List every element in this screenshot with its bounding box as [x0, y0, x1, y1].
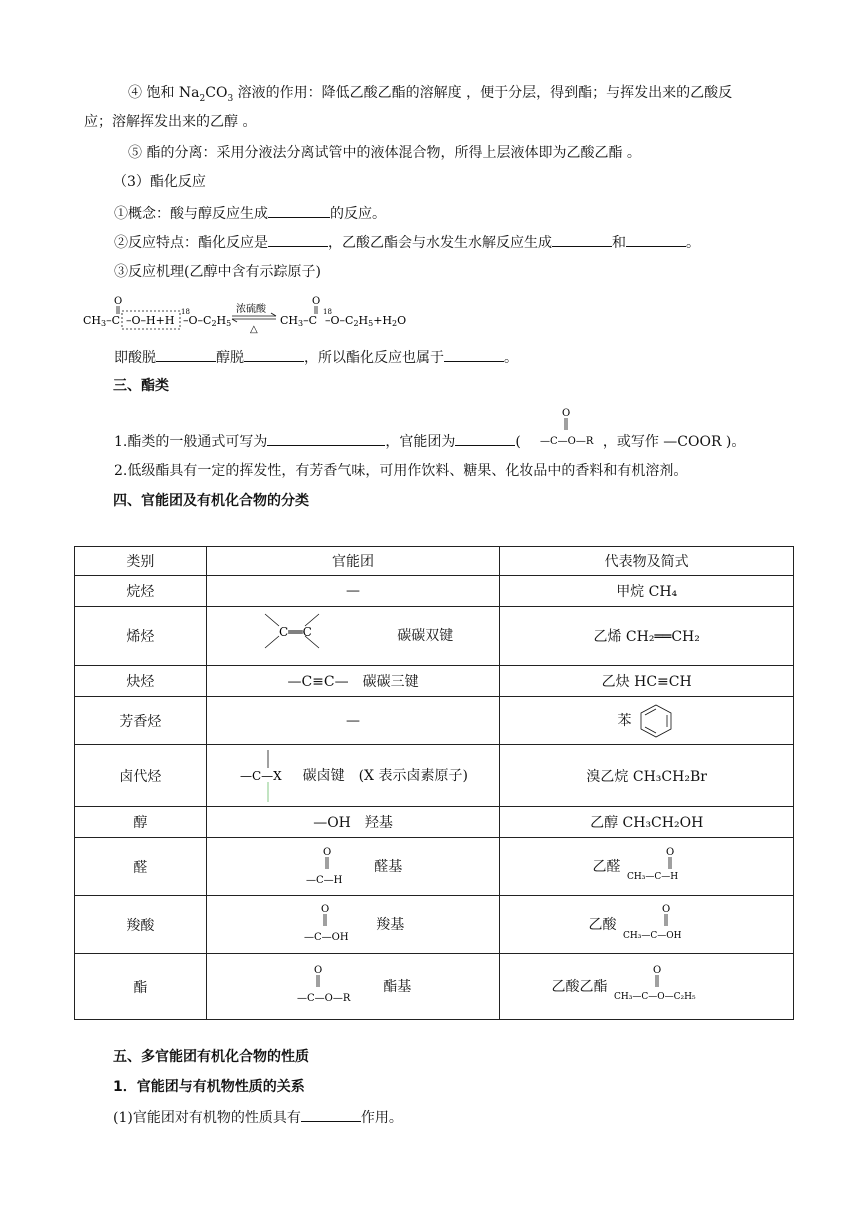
- benzene-ring-icon: [636, 702, 676, 740]
- svg-text:CH₃—C—OH: CH₃—C—OH: [622, 930, 682, 941]
- carbon-halogen-structure: [238, 748, 298, 804]
- table-row: [75, 697, 794, 745]
- svg-text:O: O: [322, 846, 332, 858]
- table-row: [75, 576, 794, 607]
- svg-text:O: O: [312, 296, 321, 307]
- svg-text:O: O: [665, 846, 675, 858]
- row-representative: 乙酸 O CH₃—C—OH: [500, 896, 794, 954]
- svg-text:CH₃—C—H: CH₃—C—H: [626, 871, 678, 882]
- aldehyde-group-structure: [304, 843, 370, 891]
- row-representative: 乙醇 CH₃CH₂OH: [500, 807, 794, 838]
- svg-text:–O–H+H: –O–H+H: [126, 314, 175, 327]
- row-category: 卤代烃: [75, 745, 207, 807]
- section3-title: 三、酯类: [113, 378, 169, 394]
- svg-text:CH₃—C—O—C₂H₅: CH₃—C—O—C₂H₅: [613, 991, 696, 1002]
- section5-p1: (1)官能团对有机物的性质具有 作用。: [113, 1107, 403, 1128]
- svg-text:CH3–C: CH3–C: [280, 314, 318, 328]
- esterification-equation: [80, 292, 420, 336]
- ester-group-structure: [295, 961, 379, 1013]
- table-row: [75, 896, 794, 954]
- svg-text:—C—X: —C—X: [240, 768, 282, 783]
- double-bond-structure: [253, 608, 393, 664]
- acetaldehyde-structure: [625, 843, 701, 891]
- row-representative: 乙酸乙酯 O CH₃—C—O—C₂H₅: [500, 954, 794, 1020]
- carboxyl-group-structure: [302, 900, 372, 950]
- svg-text:C══C: C══C: [278, 625, 312, 639]
- row-representative: 甲烷 CH₄: [500, 576, 794, 607]
- section4-title: 四、官能团及有机化合物的分类: [113, 493, 309, 509]
- row-functional-group: O —C—OH 羧基: [206, 896, 500, 954]
- ethyl-acetate-structure: [612, 959, 742, 1015]
- svg-text:O: O: [320, 903, 330, 915]
- section3-p2: 2.低级酯具有一定的挥发性，有芳香气味，可用作饮料、糖果、化妆品中的香料和有机溶剂。: [114, 463, 688, 479]
- ester-group-formula: [538, 402, 622, 450]
- svg-text:O: O: [652, 964, 662, 976]
- esterification-heading: （3）酯化反应: [113, 174, 206, 190]
- row-representative: 乙醛 O CH₃—C—H: [500, 838, 794, 896]
- row-category: 炔烃: [75, 666, 207, 697]
- mechanism-line: ③反应机理(乙醇中含有示踪原子): [114, 264, 321, 280]
- feature-line: ②反应特点：酯化反应是 ，乙酸乙酯会与水发生水解反应生成 和 。: [114, 232, 700, 253]
- item4-line2: 应；溶解挥发出来的乙醇 。: [84, 114, 257, 130]
- item5-line: ⑤ 酯的分离：采用分液法分离试管中的液体混合物，所得上层液体即为乙酸乙酯 。: [128, 145, 641, 161]
- row-category: 烷烃: [75, 576, 207, 607]
- svg-text:–O–C2H5: –O–C2H5: [183, 314, 232, 328]
- table-row: [75, 807, 794, 838]
- classification-table: [74, 546, 794, 1020]
- table-row: [75, 954, 794, 1020]
- row-representative: 乙炔 HC≡CH: [500, 666, 794, 697]
- svg-text:△: △: [250, 324, 258, 335]
- row-representative: 乙烯 CH₂══CH₂: [500, 607, 794, 666]
- table-row: [75, 666, 794, 697]
- row-functional-group: —C≡C— 碳碳三键: [206, 666, 500, 697]
- row-representative: 溴乙烷 CH₃CH₂Br: [500, 745, 794, 807]
- dehydration-line: 即酸脱 醇脱 ，所以酯化反应也属于 。: [114, 347, 518, 368]
- header-representative: 代表物及简式: [500, 547, 794, 576]
- svg-text:18: 18: [181, 308, 190, 316]
- svg-text:—C—O—R: —C—O—R: [540, 436, 594, 447]
- row-functional-group: —: [206, 697, 500, 745]
- header-functional-group: 官能团: [206, 547, 500, 576]
- section3-p1: 1.酯类的一般通式可写为 ，官能团为 ( ，或写作 —COOR )。: [114, 431, 745, 452]
- table-header-row: [75, 547, 794, 576]
- row-representative: 苯: [500, 697, 794, 745]
- svg-text:—C—O—R: —C—O—R: [296, 992, 351, 1004]
- item4-line1: ④ 饱和 $Na_2CO_3$ 溶液的作用：降低乙酸乙酯的溶解度 ，便于分层，得到酯；与挥发出来的乙酸反: [128, 85, 733, 104]
- svg-text:18: 18: [323, 308, 332, 316]
- table-row: [75, 838, 794, 896]
- svg-text:O: O: [562, 408, 571, 419]
- svg-text:—C—H: —C—H: [305, 874, 343, 886]
- row-functional-group: C══C 碳碳双键: [206, 607, 500, 666]
- row-functional-group: O —C—O—R 酯基: [206, 954, 500, 1020]
- row-category: 酯: [75, 954, 207, 1020]
- concept-line: ①概念：酸与醇反应生成 的反应。: [114, 203, 386, 224]
- svg-text:CH3–C: CH3–C: [83, 314, 121, 328]
- section5-title: 五、多官能团有机化合物的性质: [113, 1049, 309, 1065]
- row-category: 醇: [75, 807, 207, 838]
- row-category: 羧酸: [75, 896, 207, 954]
- row-functional-group: —OH 羟基: [206, 807, 500, 838]
- table-row: [75, 745, 794, 807]
- svg-text:O: O: [661, 903, 671, 915]
- acetic-acid-structure: [621, 900, 705, 950]
- row-category: 烯烃: [75, 607, 207, 666]
- carbonyl-o: O: [114, 296, 123, 307]
- svg-text:O: O: [313, 964, 323, 976]
- row-functional-group: —: [206, 576, 500, 607]
- catalyst-label: 浓硫酸: [236, 304, 266, 315]
- row-category: 芳香烃: [75, 697, 207, 745]
- row-category: 醛: [75, 838, 207, 896]
- svg-text:—C—OH: —C—OH: [303, 931, 349, 943]
- section5-sub1: 1．官能团与有机物性质的关系: [113, 1079, 305, 1095]
- table-row: [75, 607, 794, 666]
- svg-text:–O–C2H5+H2O: –O–C2H5+H2O: [325, 314, 407, 328]
- row-functional-group: —C—X 碳卤键 (X 表示卤素原子): [206, 745, 500, 807]
- row-functional-group: O —C—H 醛基: [206, 838, 500, 896]
- header-category: 类别: [75, 547, 207, 576]
